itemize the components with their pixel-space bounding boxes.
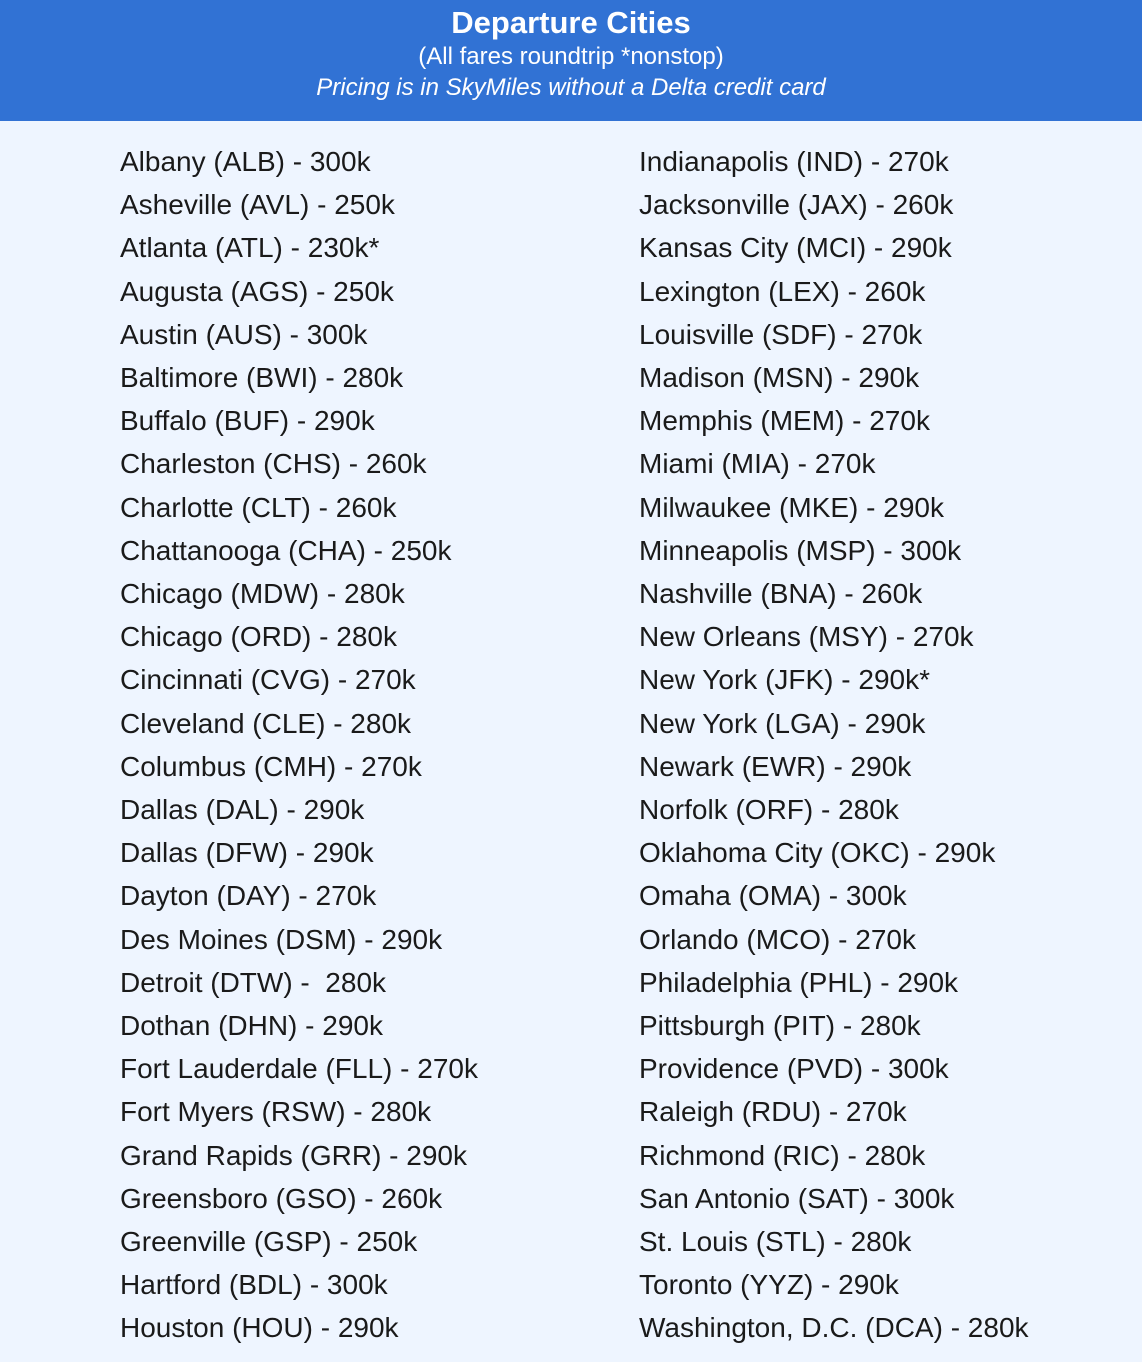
city-item: Pittsburgh (PIT) - 280k xyxy=(639,1010,921,1042)
city-item: Charleston (CHS) - 260k xyxy=(120,448,427,480)
city-item: Newark (EWR) - 290k xyxy=(639,750,912,782)
city-item: Providence (PVD) - 300k xyxy=(639,1053,949,1085)
city-item: Dayton (DAY) - 270k xyxy=(120,880,377,912)
city-item: Dallas (DFW) - 290k xyxy=(120,837,374,869)
city-item: Milwaukee (MKE) - 290k xyxy=(639,491,944,523)
city-item: Memphis (MEM) - 270k xyxy=(639,405,930,437)
city-list-right xyxy=(639,140,1139,1350)
city-item: Albany (ALB) - 300k xyxy=(120,146,371,177)
city-item: Austin (AUS) - 300k xyxy=(120,318,368,350)
city-item: Greenville (GSP) - 250k xyxy=(120,1226,418,1258)
city-item: Greensboro (GSO) - 260k xyxy=(120,1182,443,1214)
city-item: New York (JFK) - 290k* xyxy=(639,664,930,696)
city-item: Augusta (AGS) - 250k xyxy=(120,275,394,307)
city-item: Orlando (MCO) - 270k xyxy=(639,923,916,955)
city-item: New Orleans (MSY) - 270k xyxy=(639,621,974,653)
city-item: San Antonio (SAT) - 300k xyxy=(639,1182,955,1214)
city-item: Madison (MSN) - 290k xyxy=(639,362,920,394)
city-item: Oklahoma City (OKC) - 290k xyxy=(639,837,996,869)
city-item: Detroit (DTW) - 280k xyxy=(120,966,387,998)
city-item: Richmond (RIC) - 280k xyxy=(639,1139,926,1171)
city-item: Columbus (CMH) - 270k xyxy=(120,750,422,782)
city-item: Kansas City (MCI) - 290k xyxy=(639,232,952,264)
city-item: Cincinnati (CVG) - 270k xyxy=(120,664,416,696)
city-item: Atlanta (ATL) - 230k* xyxy=(120,232,380,264)
city-item: Nashville (BNA) - 260k xyxy=(639,578,923,610)
city-item: Dallas (DAL) - 290k xyxy=(120,794,365,826)
city-item: St. Louis (STL) - 280k xyxy=(639,1226,912,1258)
city-item: Fort Lauderdale (FLL) - 270k xyxy=(120,1053,478,1085)
city-item: Chicago (MDW) - 280k xyxy=(120,578,405,610)
city-list-left xyxy=(120,140,620,1350)
city-item: Jacksonville (JAX) - 260k xyxy=(639,189,954,221)
city-item: Norfolk (ORF) - 280k xyxy=(639,794,899,826)
city-item: Dothan (DHN) - 290k xyxy=(120,1010,383,1042)
city-item: Hartford (BDL) - 300k xyxy=(120,1269,388,1301)
city-item: Louisville (SDF) - 270k xyxy=(639,318,923,350)
city-item: Houston (HOU) - 290k xyxy=(120,1312,399,1344)
page-title: Departure Cities xyxy=(451,5,691,40)
city-item: Toronto (YYZ) - 290k xyxy=(639,1269,899,1301)
header-banner xyxy=(0,0,1142,121)
city-item: Grand Rapids (GRR) - 290k xyxy=(120,1139,468,1171)
city-item: Fort Myers (RSW) - 280k xyxy=(120,1096,432,1128)
pricing-note: Pricing is in SkyMiles without a Delta credit card xyxy=(316,74,826,101)
city-item: Baltimore (BWI) - 280k xyxy=(120,362,404,394)
city-item: Philadelphia (PHL) - 290k xyxy=(639,966,959,998)
city-item: Charlotte (CLT) - 260k xyxy=(120,491,397,523)
city-item: Buffalo (BUF) - 290k xyxy=(120,405,375,437)
city-item: Chattanooga (CHA) - 250k xyxy=(120,534,452,566)
city-item: Indianapolis (IND) - 270k xyxy=(639,146,949,177)
city-item: Lexington (LEX) - 260k xyxy=(639,275,926,307)
city-item: Chicago (ORD) - 280k xyxy=(120,621,397,653)
city-item: Washington, D.C. (DCA) - 280k xyxy=(639,1312,1029,1344)
city-item: Omaha (OMA) - 300k xyxy=(639,880,907,912)
city-item: New York (LGA) - 290k xyxy=(639,707,926,739)
city-item: Minneapolis (MSP) - 300k xyxy=(639,534,962,566)
city-item: Miami (MIA) - 270k xyxy=(639,448,876,480)
city-item: Cleveland (CLE) - 280k xyxy=(120,707,412,739)
city-item: Des Moines (DSM) - 290k xyxy=(120,923,443,955)
page-subtitle: (All fares roundtrip *nonstop) xyxy=(418,43,724,70)
city-item: Raleigh (RDU) - 270k xyxy=(639,1096,907,1128)
city-item: Asheville (AVL) - 250k xyxy=(120,189,395,221)
